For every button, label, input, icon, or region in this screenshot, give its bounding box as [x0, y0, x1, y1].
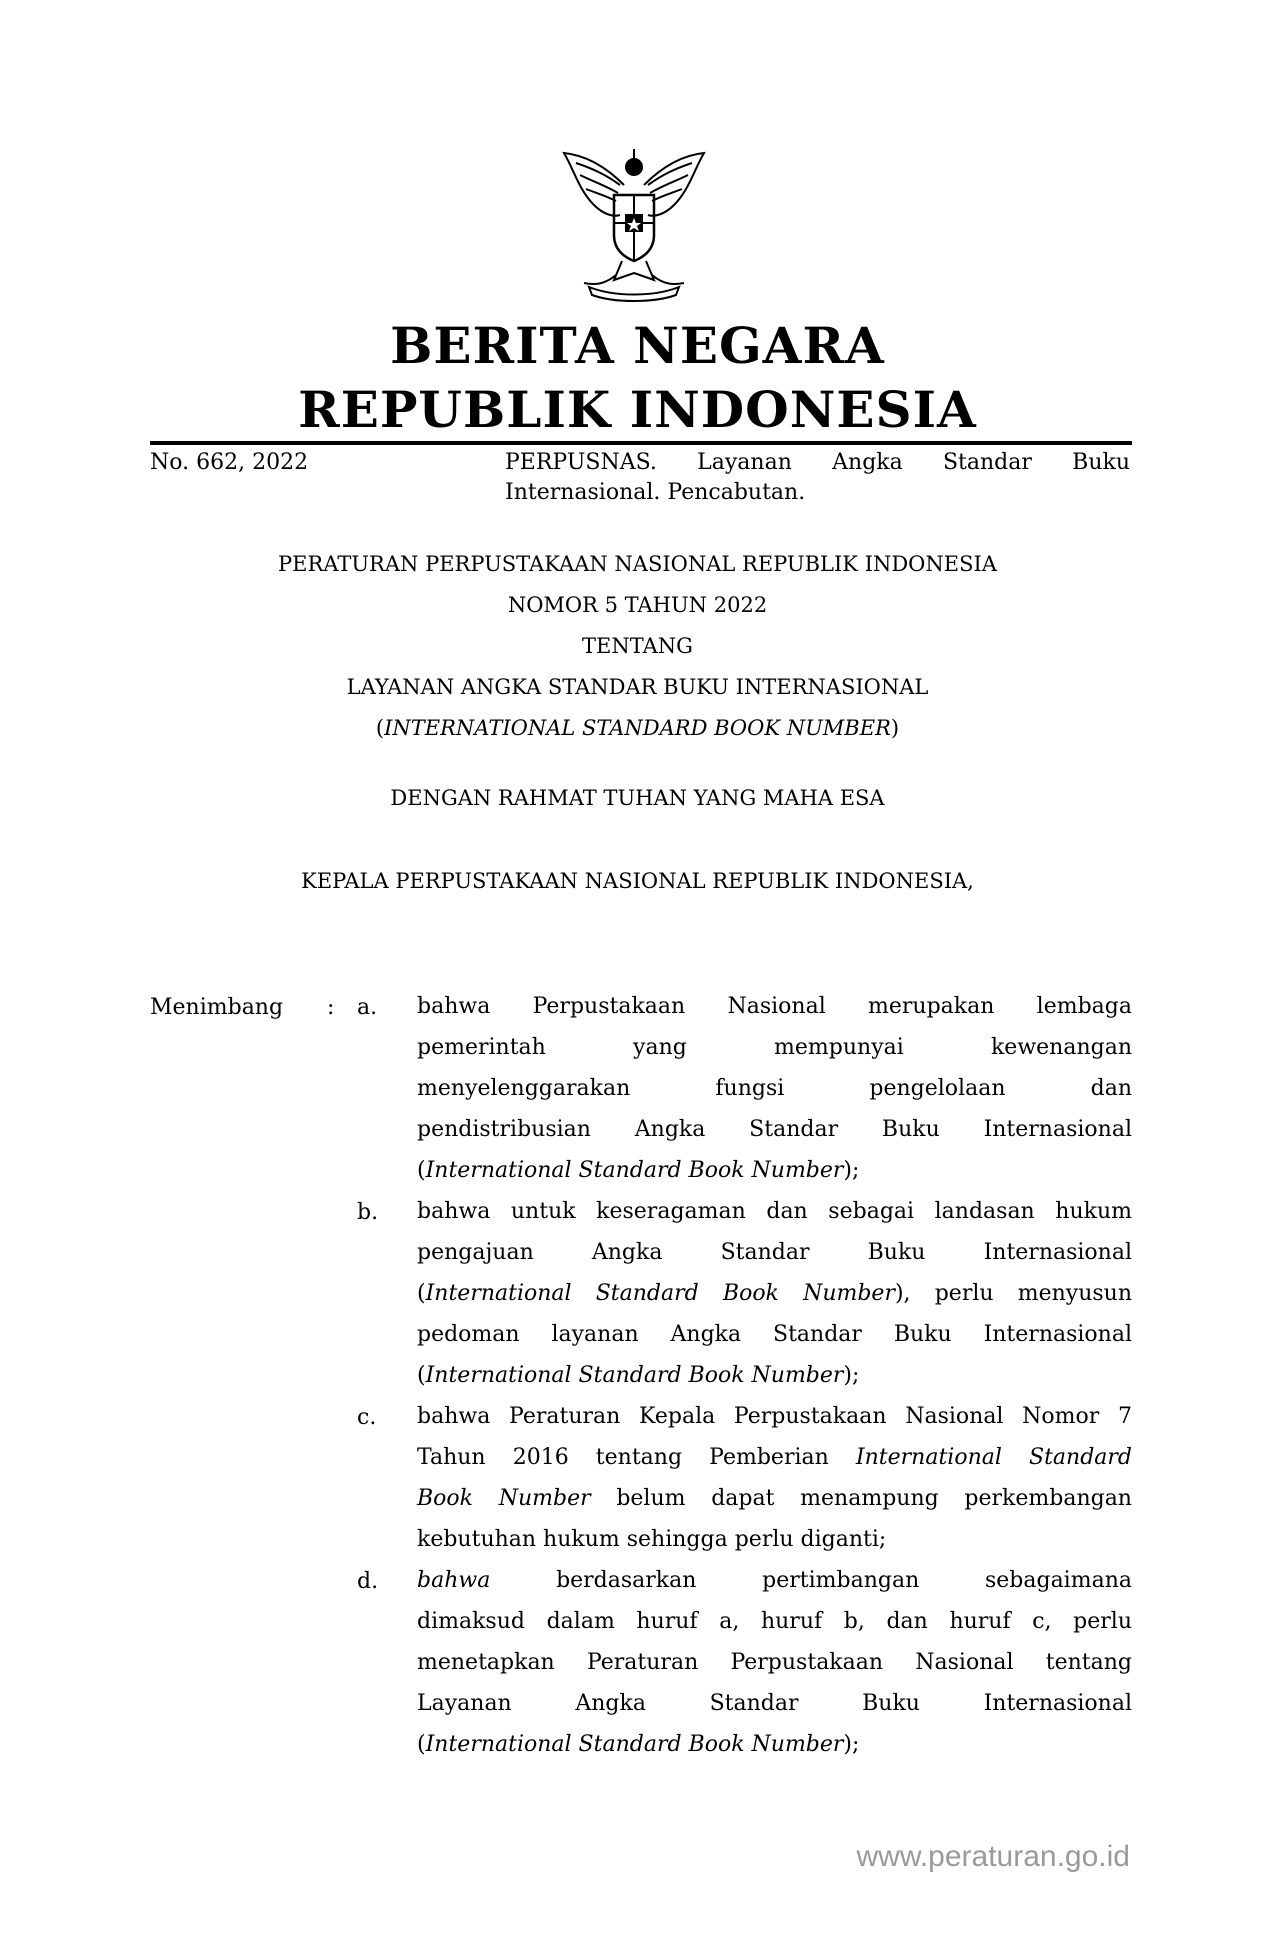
paren-close: ); — [843, 1732, 860, 1757]
regulation-line3: TENTANG — [582, 634, 693, 658]
paren-open: ( — [375, 716, 385, 740]
italic-term: bahwa — [417, 1568, 491, 1593]
paren-open: ( — [417, 1281, 426, 1306]
regulation-heading — [0, 544, 1275, 749]
item-letter: b. — [357, 1200, 379, 1225]
text-line: menyelenggarakan fungsi pengelolaan dan — [417, 1076, 1132, 1101]
item-text — [417, 1396, 1132, 1560]
paren-open: ( — [417, 1363, 426, 1388]
gazette-number: No. 662, 2022 — [150, 450, 309, 475]
gazette-subject — [505, 448, 1130, 508]
paren-open: ( — [417, 1158, 426, 1183]
plain-text: belum dapat menampung perkembangan — [616, 1486, 1132, 1511]
italic-term: International Standard Book Number — [425, 1158, 844, 1183]
item-letter: d. — [357, 1569, 379, 1594]
item-text — [417, 986, 1132, 1191]
gazette-subject-line1: PERPUSNAS. Layanan Angka Standar Buku — [505, 450, 1130, 475]
gazette-title-line2: REPUBLIK INDONESIA — [298, 380, 977, 439]
authority-line: KEPALA PERPUSTAKAAN NASIONAL REPUBLIK INDONESIA, — [301, 869, 974, 893]
text-line — [417, 1478, 1132, 1519]
text-line — [417, 1724, 1132, 1765]
header-divider — [150, 441, 1132, 445]
paren-close: ) — [890, 716, 900, 740]
text-line — [417, 1273, 1132, 1314]
paren-close: ); — [843, 1158, 860, 1183]
regulation-line4: LAYANAN ANGKA STANDAR BUKU INTERNASIONAL — [346, 675, 929, 699]
text-line: bahwa Perpustakaan Nasional merupakan lembaga — [417, 994, 1132, 1019]
text-line: pendistribusian Angka Standar Buku Internasional — [417, 1117, 1132, 1142]
italic-term: Book Number — [417, 1486, 591, 1511]
gazette-subject-line2: Internasional. Pencabutan. — [505, 480, 806, 505]
text-line — [417, 1355, 1132, 1396]
text-line — [417, 1150, 1132, 1191]
italic-term: International Standard Book Number — [425, 1281, 895, 1306]
text-line: kebutuhan hukum sehingga perlu diganti; — [417, 1527, 887, 1552]
paren-close: ); — [843, 1363, 860, 1388]
considering-colon: : — [327, 995, 335, 1020]
text-line: menetapkan Peraturan Perpustakaan Nasional tentang — [417, 1650, 1132, 1675]
plain-text: berdasarkan pertimbangan sebagaimana — [556, 1568, 1132, 1593]
considering-label: Menimbang — [150, 995, 284, 1020]
regulation-line5-italic: INTERNATIONAL STANDARD BOOK NUMBER — [384, 716, 891, 740]
italic-term: International Standard — [855, 1445, 1132, 1470]
italic-term: International Standard Book Number — [425, 1732, 844, 1757]
text-line: bahwa untuk keseragaman dan sebagai landasan hukum — [417, 1199, 1132, 1224]
paren-close: ), perlu menyusun — [894, 1281, 1132, 1306]
item-letter: c. — [357, 1405, 377, 1430]
text-line: pengajuan Angka Standar Buku Internasional — [417, 1240, 1132, 1265]
gazette-title-line1: BERITA NEGARA — [390, 316, 885, 375]
text-line: bahwa Peraturan Kepala Perpustakaan Nasional Nomor 7 — [417, 1404, 1132, 1429]
text-line: pedoman layanan Angka Standar Buku Internasional — [417, 1322, 1132, 1347]
regulation-line5 — [0, 708, 1275, 749]
plain-text: Tahun 2016 tentang Pemberian — [417, 1445, 829, 1470]
text-line: dimaksud dalam huruf a, huruf b, dan huruf c, perlu — [417, 1609, 1132, 1634]
regulation-line1: PERATURAN PERPUSTAKAAN NASIONAL REPUBLIK INDONESIA — [278, 552, 997, 576]
item-letter: a. — [357, 995, 378, 1020]
paren-open: ( — [417, 1732, 426, 1757]
text-line — [417, 1437, 1132, 1478]
footer-url: www.peraturan.go.id — [856, 1840, 1130, 1873]
blessing-line: DENGAN RAHMAT TUHAN YANG MAHA ESA — [390, 786, 885, 810]
text-line — [417, 1560, 1132, 1601]
text-line: Layanan Angka Standar Buku Internasional — [417, 1691, 1132, 1716]
item-text — [417, 1560, 1132, 1765]
italic-term: International Standard Book Number — [425, 1363, 844, 1388]
text-line: pemerintah yang mempunyai kewenangan — [417, 1035, 1132, 1060]
garuda-emblem-icon — [554, 145, 714, 305]
regulation-line2: NOMOR 5 TAHUN 2022 — [507, 593, 768, 617]
item-text — [417, 1191, 1132, 1396]
